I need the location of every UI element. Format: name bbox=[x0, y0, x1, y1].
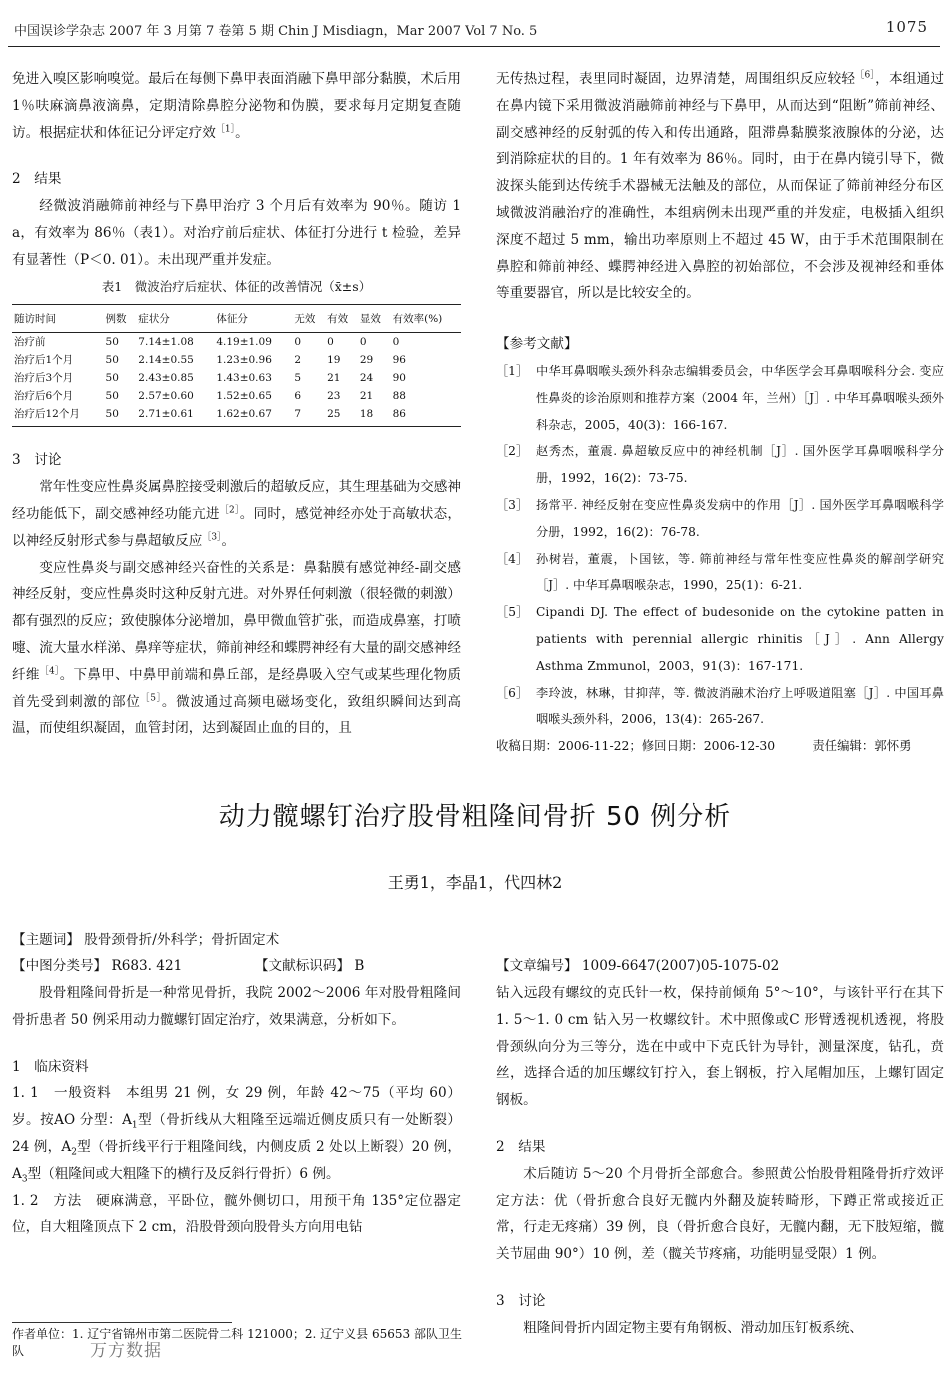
keywords-label: 【主题词】 bbox=[12, 932, 80, 948]
prev-article-right-column bbox=[496, 66, 944, 760]
table-cell: 1.62±0.67 bbox=[214, 405, 292, 427]
paragraph: 经微波消融筛前神经与下鼻甲治疗 3 个月后有效率为 90％。随访 1 a，有效率为 86％（表1）。对治疗前后症状、体征打分进行 t 检验，差异有显著性（P＜0. 01）。未出现严重并发症。 bbox=[12, 198, 461, 268]
table-cell: 50 bbox=[105, 390, 119, 403]
table-cell: 0 bbox=[392, 336, 400, 349]
paragraph: 1. 2 方法 硬麻满意，平卧位，髋外侧切口，用预干角 135°定位器定位，自大粗隆顶点下 2 cm，沿股骨颈向股骨头方向用电钻 bbox=[12, 1192, 461, 1236]
section-heading: 1 临床资料 bbox=[12, 1058, 89, 1075]
paragraph: 钻入远段有螺纹的克氏针一枚，保持前倾角 5°～10°，与该针平行在其下 1. 5～1. 0 cm 钻入另一枚螺纹针。术中照像或C 形臂透视机透视，将股骨颈纵向分为三等分，选在中或中下克氏针为导针，测量深度，钻孔，贲丝，选择合适的加压螺纹钉拧入，套上钢板，拧入尾帽加压，上螺钉固定钢板。 bbox=[496, 985, 944, 1109]
reference-number: ［2］ bbox=[496, 444, 529, 459]
table-cell: 治疗后1个月 bbox=[14, 354, 74, 367]
table-cell: 88 bbox=[392, 390, 406, 403]
page-number: 1075 bbox=[885, 18, 928, 36]
table-cell: 治疗后12个月 bbox=[12, 405, 104, 427]
table-cell: 7 bbox=[292, 405, 325, 427]
clc-number: R683. 421 bbox=[111, 958, 183, 974]
table-cell: 24 bbox=[359, 372, 374, 385]
table-cell: 1.52±0.65 bbox=[216, 390, 272, 403]
journal-citation: 中国误诊学杂志 2007 年 3 月第 7 卷第 5 期 Chin J Misdiagn，Mar 2007 Vol 7 No. 5 bbox=[14, 24, 538, 39]
col-header: 有效率(%) bbox=[391, 305, 461, 333]
col-header: 无效 bbox=[292, 305, 325, 333]
paragraph: 变应性鼻炎与副交感神经兴奋性的关系是：鼻黏膜有感觉神经-副交感神经反射，变应性鼻炎时这种反射亢进。对外界任何刺激（很轻微的刺激）都有强烈的反应；致使腺体分泌增加，鼻甲微血管扩张，而造成鼻塞，打喷嚏、流大量水样涕、鼻痒等症状，筛前神经和蝶腭神经有大量的副交感神经纤维$^{[4]}$。下鼻甲、中鼻甲前端和鼻丘部，是经鼻吸入空气或某些理化物质首先受到刺激的部位$^{[5]}$。微波通过高频电磁场变化，致组织瞬间达到高温，而使组织凝固，血管封闭，达到凝固止血的目的，且 bbox=[12, 559, 462, 737]
section-heading: 3 讨论 bbox=[12, 452, 62, 469]
paragraph: 股骨粗隆间骨折是一种常见骨折，我院 2002～2006 年对股骨粗隆间骨折患者 50 例采用动力髋螺钉固定治疗，效果满意，分析如下。 bbox=[12, 985, 461, 1028]
table-cell: 29 bbox=[359, 354, 374, 367]
table-row bbox=[12, 387, 461, 405]
col-header: 随访时间 bbox=[12, 305, 104, 333]
table-cell: 18 bbox=[358, 405, 391, 427]
table-cell: 19 bbox=[327, 354, 341, 367]
table-cell: 50 bbox=[105, 336, 119, 349]
doc-code-label: 【文献标识码】 bbox=[254, 958, 351, 974]
paragraph: 粗隆间骨折内固定物主要有角钢板、滑动加压钉板系统、 bbox=[523, 1319, 864, 1336]
paragraph: 1. 1 一般资料 本组男 21 例，女 29 例，年龄 42～75（平均 60）岁。按AO 分型：$A_1$型（骨折线从大粗隆至远端近侧皮质只有一处断裂）24 例，$A_2$型（骨折线平行于粗隆间线，内侧皮质 2 处以上断裂）20 例，$A_3$型（粗隆间或大粗隆下的横行及反斜行骨折）6 例。 bbox=[12, 1085, 461, 1185]
table-row bbox=[12, 351, 461, 369]
table-cell: 50 bbox=[105, 372, 119, 385]
table-cell: 2.14±0.55 bbox=[138, 354, 194, 367]
table-cell: 21 bbox=[359, 390, 374, 403]
table-cell: 治疗后3个月 bbox=[14, 372, 74, 385]
clc-label: 【中图分类号】 bbox=[12, 958, 108, 974]
table-row bbox=[12, 333, 461, 352]
reference-item: ［5］ Cipandi DJ. The effect of budesonide on the cytokine patten in patients with perennial allergic rhinitis［J］. Ann Allergy Asthma Zmmunol，2003，91(3)：167-171. bbox=[496, 599, 944, 679]
table-cell: 治疗前 bbox=[14, 336, 46, 349]
reference-number: ［5］ bbox=[496, 605, 529, 620]
citation[interactable]: ［4］ bbox=[39, 666, 60, 677]
reference-item: ［4］ 孙树岩，董震，卜国铉，等. 筛前神经与常年性变应性鼻炎的解剖学研究［J］. 中华耳鼻咽喉杂志，1990，25(1)：6-21. bbox=[496, 546, 944, 600]
table-row bbox=[12, 369, 461, 387]
reference-list bbox=[496, 358, 944, 733]
table-cell: 96 bbox=[392, 354, 406, 367]
reference-number: ［4］ bbox=[496, 551, 529, 566]
table-cell: 0 bbox=[359, 336, 367, 349]
citation[interactable]: ［1］ bbox=[215, 124, 236, 135]
header-rule bbox=[8, 46, 940, 47]
received-date: 收稿日期：2006-11-22；修回日期：2006-12-30 责任编辑：郭怀勇 bbox=[496, 738, 912, 754]
citation[interactable]: ［3］ bbox=[202, 532, 222, 543]
citation[interactable]: ［5］ bbox=[140, 693, 162, 704]
reference-item: ［3］ 扬常平. 神经反射在变应性鼻炎发病中的作用［J］. 国外医学耳鼻咽喉科学分册，1992，16(2)：76-78. bbox=[496, 492, 944, 546]
doc-code: B bbox=[354, 958, 365, 974]
article-number-line bbox=[496, 954, 779, 978]
watermark: 万方数据 bbox=[90, 1341, 162, 1361]
article-right-column bbox=[496, 980, 944, 1342]
table-cell: 23 bbox=[327, 390, 341, 403]
article-number: 1009-6647(2007)05-1075-02 bbox=[581, 958, 780, 974]
table-cell: 50 bbox=[105, 354, 119, 367]
reference-item: ［1］ 中华耳鼻咽喉头颈外科杂志编辑委员会，中华医学会耳鼻咽喉科分会. 变应性鼻炎的诊治原则和推荐方案（2004 年，兰州）［J］. 中华耳鼻咽喉头颈外科杂志，2005，40(3)：166-167. bbox=[496, 358, 944, 438]
col-header: 显效 bbox=[358, 305, 391, 333]
reference-item: ［6］ 李玲波，林琳，甘抑萍，等. 微波消融术治疗上呼吸道阻塞［J］. 中国耳鼻咽喉头颈外科，2006，13(4)：265-267. bbox=[496, 680, 944, 734]
table-cell: 86 bbox=[391, 405, 461, 427]
section-heading: 2 结果 bbox=[12, 171, 62, 188]
table-cell: 0 bbox=[327, 336, 334, 349]
author-affiliation-footnote: 作者单位：1. 辽宁省锦州市第二医院骨二科 121000；2. 辽宁义县 65653 部队卫生队 bbox=[12, 1327, 462, 1358]
prev-article-left-column bbox=[12, 66, 461, 742]
table-cell: 4.19±1.09 bbox=[216, 336, 272, 349]
section-heading: 3 讨论 bbox=[496, 1292, 546, 1309]
table-cell: 21 bbox=[327, 372, 341, 385]
col-header: 有效 bbox=[325, 305, 358, 333]
reference-number: ［1］ bbox=[496, 363, 529, 378]
table-cell: 2.57±0.60 bbox=[138, 390, 194, 403]
table-cell: 90 bbox=[392, 372, 406, 385]
col-header: 例数 bbox=[104, 305, 137, 333]
table-cell: 2.71±0.61 bbox=[136, 405, 214, 427]
table-cell: 6 bbox=[294, 390, 302, 403]
table-cell: 25 bbox=[325, 405, 358, 427]
table-cell: 1.23±0.96 bbox=[216, 354, 272, 367]
reference-number: ［6］ bbox=[496, 685, 529, 700]
citation[interactable]: ［2］ bbox=[219, 505, 240, 516]
article-number-label: 【文章编号】 bbox=[496, 958, 578, 974]
classification-line bbox=[12, 954, 364, 978]
paragraph: 常年性变应性鼻炎属鼻腔接受刺激后的超敏反应，其生理基础为交感神经功能低下，副交感神经功能亢进$^{[2]}$。同时，感觉神经亦处于高敏状态，以神经反射形式参与鼻超敏反应$^{[3]}$。 bbox=[12, 479, 462, 549]
keywords: 股骨颈骨折/外科学；骨折固定术 bbox=[84, 932, 280, 948]
article-title: 动力髋螺钉治疗股骨粗隆间骨折 50 例分析 bbox=[218, 802, 732, 832]
table-row bbox=[12, 405, 461, 427]
table-cell: 2 bbox=[294, 354, 302, 367]
references-heading: 【参考文献】 bbox=[496, 336, 578, 353]
table-caption: 表1 微波治疗后症状、体征的改善情况（x̄±s） bbox=[101, 278, 372, 294]
paragraph: 无传热过程，表里同时凝固，边界清楚，周围组织反应较轻$^{[6]}$，本组通过在鼻内镜下采用微波消融筛前神经与下鼻甲，从而达到“阻断”筛前神经、副交感神经的反射弧的传入和传出通路，阻滞鼻黏膜浆液腺体的分泌，达到消除症状的目的。1 年有效率为 86％。同时，由于在鼻内镜引导下，微波探头能到达传统手术器械无法触及的部位，从而保证了筛前神经分布区域微波消融治疗的准确性，本组病例未出现严重的并发症，电极插入组织深度不超过 5 mm，输出功率原则上不超过 45 W，由于手术范围限制在鼻腔和筛前神经、蝶腭神经进入鼻腔的初始部位，不会涉及视神经和垂体等重要器官，所以是比较安全的。 bbox=[496, 70, 945, 302]
paragraph: 免进入嗅区影响嗅觉。最后在每侧下鼻甲表面消融下鼻甲部分黏膜，术后用 1％呋麻滴鼻液滴鼻，定期清除鼻腔分泌物和伪膜，要求每月定期复查随访。根据症状和体征记分评定疗效$^{[1]}$。 bbox=[12, 71, 461, 141]
reference-item: ［2］ 赵秀杰，董震. 鼻超敏反应中的神经机制［J］. 国外医学耳鼻咽喉科学分册，1992，16(2)：73-75. bbox=[496, 438, 944, 492]
table-cell: 1.43±0.63 bbox=[216, 372, 272, 385]
keywords-line bbox=[12, 928, 279, 952]
table-cell: 2.43±0.85 bbox=[138, 372, 194, 385]
col-header: 症状分 bbox=[136, 305, 214, 333]
table-cell: 治疗后6个月 bbox=[14, 390, 74, 403]
col-header: 体征分 bbox=[214, 305, 292, 333]
reference-number: ［3］ bbox=[496, 497, 529, 512]
running-header bbox=[14, 16, 934, 40]
article-authors: 王勇1，李晶1，代四林2 bbox=[387, 873, 563, 892]
table-cell: 5 bbox=[294, 372, 302, 385]
table-cell: 50 bbox=[104, 405, 137, 427]
table-cell: 7.14±1.08 bbox=[138, 336, 194, 349]
section-heading: 2 结果 bbox=[496, 1138, 546, 1155]
article-left-column bbox=[12, 980, 461, 1241]
footnote-rule bbox=[12, 1322, 232, 1323]
table-cell: 0 bbox=[294, 336, 302, 349]
results-table bbox=[12, 304, 461, 427]
table-header-row bbox=[12, 305, 461, 333]
citation[interactable]: ［6］ bbox=[855, 70, 876, 81]
paragraph: 术后随访 5～20 个月骨折全部愈合。参照黄公怡股骨粗隆骨折疗效评定方法：优（骨折愈合良好无髋内外翻及旋转畸形，下蹲正常或接近正常，行走无疼痛）39 例，良（骨折愈合良好，无髋内翻，无下肢短缩，髋关节屈曲 90°）10 例，差（髋关节疼痛，功能明显受限）1 例。 bbox=[496, 1165, 944, 1263]
